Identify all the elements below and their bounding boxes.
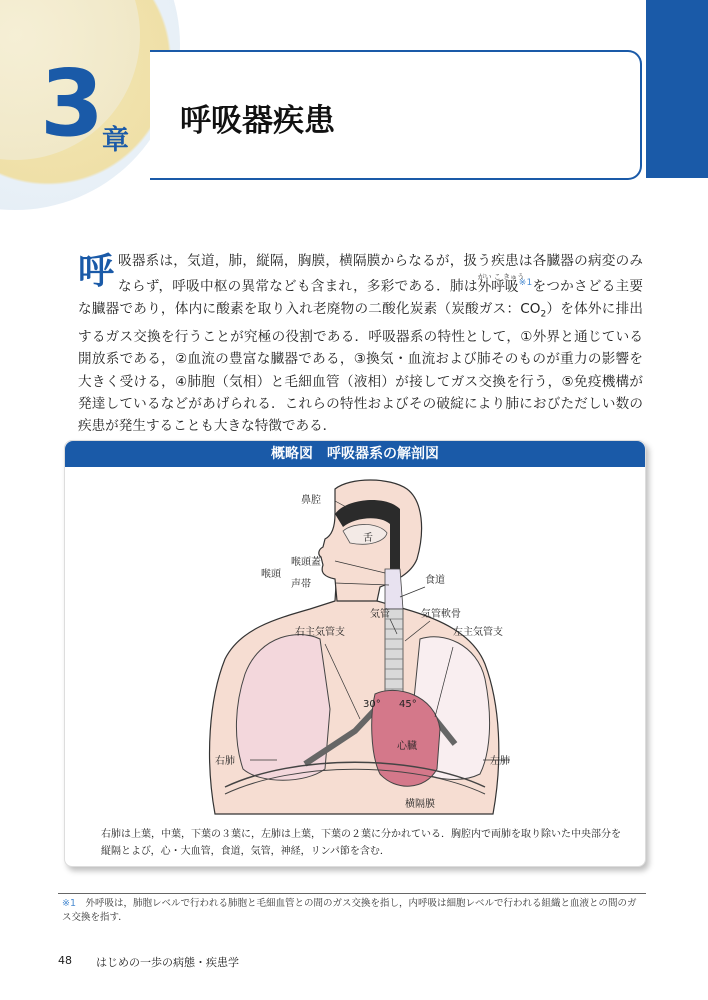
label-vocal-cords: 声帯 (291, 579, 311, 590)
intro-text-part3: ）を体外に排出するガス交換を行うことが究極の役割である．呼吸器系の特性として，①外界と通じている開放系である，②血流の豊富な臓器である，③換気・血流および肺そのものが重力の影響を大きく受ける，④肺胞（気相）と毛細血管（液相）が接してガス交換を行う，⑤免疫機構が発達しているなどがあげられる．これらの特性およびその破綻により肺におびただしい数の疾患が発生することも大きな特徴である． (78, 301, 643, 435)
figure-title: 概略図 呼吸器系の解剖図 (65, 441, 645, 467)
decorative-side-bar (646, 0, 708, 178)
label-nasal-cavity: 鼻腔 (301, 495, 321, 506)
book-title: はじめの一歩の病態・疾患学 (96, 956, 239, 969)
footnote-ref[interactable]: ※1 (518, 278, 533, 289)
respiratory-diagram (185, 469, 525, 824)
figure-caption: 右肺は上葉，中葉，下葉の３葉に，左肺は上葉，下葉の２葉に分かれている．胸腔内で両肺を取り除いた中央部分を縦隔とよび，心・大血管，食道，気管，神経，リンパ節を含む． (101, 829, 621, 857)
chapter-word: 章 (102, 125, 129, 156)
label-right-lung: 右肺 (215, 756, 235, 767)
ruby-word: 外呼吸 (477, 278, 519, 295)
label-left-lung: 左肺 (490, 756, 510, 767)
chapter-number: 3 (40, 50, 105, 157)
footnote-mark: ※1 (62, 898, 77, 909)
anatomy-figure (64, 440, 646, 867)
label-diaphragm: 横隔膜 (405, 799, 435, 810)
page-number: 48 (58, 954, 72, 967)
label-larynx: 喉頭 (261, 569, 281, 580)
label-epiglottis: 喉頭蓋 (291, 557, 321, 568)
intro-paragraph (78, 250, 643, 438)
larynx-shape (385, 569, 403, 609)
label-angle-left: 45° (399, 699, 417, 710)
label-tongue: 舌 (363, 533, 373, 544)
ruby-reading: がい こ きゅう (477, 272, 525, 281)
label-angle-right: 30° (363, 699, 381, 710)
label-heart: 心臓 (397, 741, 417, 752)
label-left-main-bronchus: 左主気管支 (453, 627, 503, 638)
label-right-main-bronchus: 右主気管支 (295, 627, 345, 638)
label-esophagus: 食道 (425, 575, 445, 586)
co2-subscript: 2 (540, 309, 547, 320)
ruby-term (477, 272, 525, 298)
chapter-title: 呼吸器疾患 (180, 103, 335, 139)
label-trachea: 気管 (370, 609, 390, 620)
intro-text-part2: をつかさどる主要な臓器であり，体内に酸素を取り入れ老廃物の二酸化炭素（炭酸ガス：CO (78, 278, 643, 318)
footnote-text: 外呼吸は，肺胞レベルで行われる肺胞と毛細血管との間のガス交換を指し，内呼吸は細胞レベルで行われる組織と血液との間のガス交換を指す． (62, 898, 637, 923)
footnote (62, 897, 642, 925)
intro-text-part1: 吸器系は，気道，肺，縦隔，胸膜，横隔膜からなるが，扱う疾患は各臓器の病変のみならず，呼吸中枢の異常なども含まれ，多彩である．肺は (118, 253, 643, 295)
footnote-divider (58, 893, 646, 894)
drop-cap: 呼 (78, 251, 115, 292)
label-tracheal-cartilage: 気管軟骨 (421, 609, 461, 620)
trachea-shape (385, 609, 403, 699)
